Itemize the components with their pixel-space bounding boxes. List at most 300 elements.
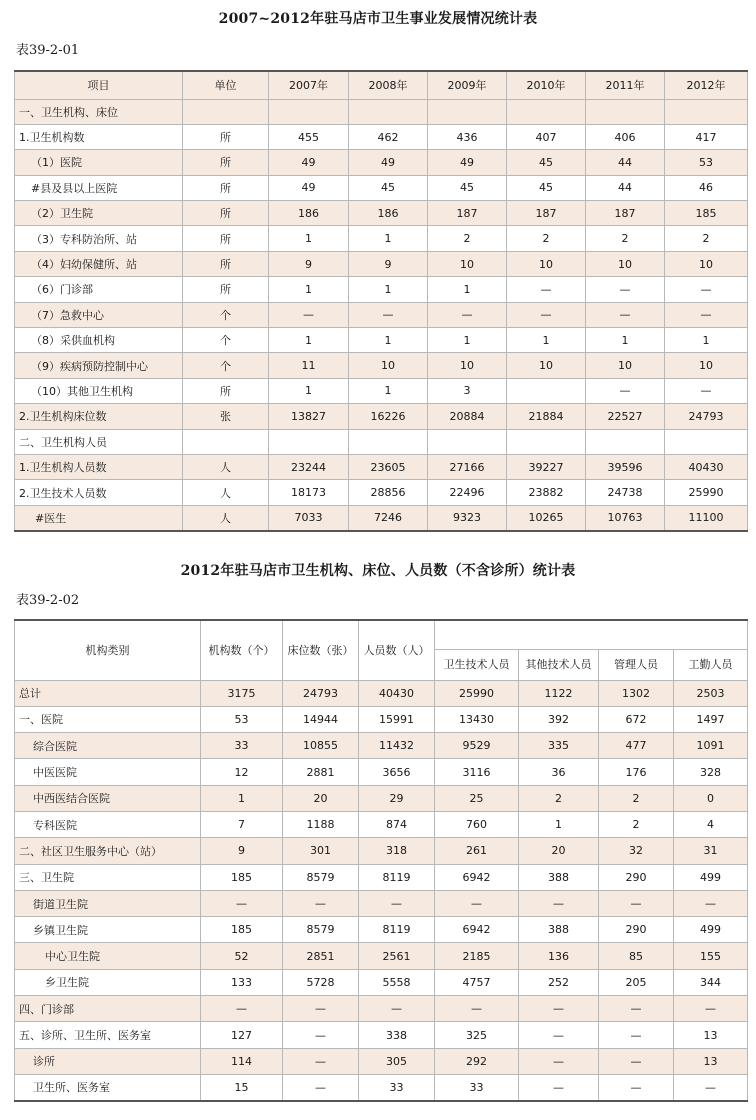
value-cell: 5558 bbox=[359, 969, 435, 995]
table-row bbox=[15, 759, 748, 785]
value-cell bbox=[428, 429, 507, 454]
value-cell bbox=[269, 429, 349, 454]
value-cell: 155 bbox=[674, 943, 748, 969]
value-cell: 11 bbox=[269, 353, 349, 378]
row-label: （7）急救中心 bbox=[15, 302, 183, 327]
table-row bbox=[15, 454, 748, 479]
value-cell: 33 bbox=[435, 1074, 519, 1100]
value-cell: 21884 bbox=[507, 404, 586, 429]
table-row bbox=[15, 378, 748, 403]
value-cell: — bbox=[665, 302, 748, 327]
value-cell: 24738 bbox=[586, 480, 665, 505]
row-label: 2.卫生技术人员数 bbox=[15, 480, 183, 505]
value-cell: 22496 bbox=[428, 480, 507, 505]
value-cell: 4 bbox=[674, 811, 748, 837]
value-cell: 2 bbox=[586, 226, 665, 251]
value-cell: — bbox=[665, 277, 748, 302]
value-cell: 45 bbox=[507, 150, 586, 175]
value-cell: 185 bbox=[201, 917, 283, 943]
value-cell: 325 bbox=[435, 1022, 519, 1048]
value-cell: 20884 bbox=[428, 404, 507, 429]
value-cell: 39227 bbox=[507, 454, 586, 479]
value-cell: 25990 bbox=[435, 680, 519, 706]
value-cell: 39596 bbox=[586, 454, 665, 479]
value-cell: — bbox=[349, 302, 428, 327]
value-cell bbox=[586, 429, 665, 454]
value-cell: 187 bbox=[428, 201, 507, 226]
value-cell: 40430 bbox=[359, 680, 435, 706]
unit-cell bbox=[183, 429, 269, 454]
value-cell: 33 bbox=[201, 733, 283, 759]
value-cell: 338 bbox=[359, 1022, 435, 1048]
table-row bbox=[15, 201, 748, 226]
column-header: 人员数（人） bbox=[359, 620, 435, 680]
value-cell: 6942 bbox=[435, 917, 519, 943]
row-label: 中心卫生院 bbox=[15, 943, 201, 969]
value-cell: 9 bbox=[201, 838, 283, 864]
table-header-row bbox=[15, 71, 748, 99]
value-cell: 15991 bbox=[359, 706, 435, 732]
row-label: 街道卫生院 bbox=[15, 890, 201, 916]
column-header: 其他技术人员 bbox=[519, 649, 599, 680]
row-label: 1.卫生机构数 bbox=[15, 124, 183, 149]
table-row bbox=[15, 996, 748, 1022]
value-cell: 6942 bbox=[435, 864, 519, 890]
value-cell: — bbox=[674, 996, 748, 1022]
column-header: 单位 bbox=[183, 71, 269, 99]
value-cell: 9529 bbox=[435, 733, 519, 759]
value-cell bbox=[428, 99, 507, 124]
value-cell: 2 bbox=[599, 785, 674, 811]
row-label: 二、社区卫生服务中心（站） bbox=[15, 838, 201, 864]
value-cell: 8119 bbox=[359, 864, 435, 890]
value-cell: — bbox=[519, 1074, 599, 1100]
value-cell: 328 bbox=[674, 759, 748, 785]
table-row bbox=[15, 328, 748, 353]
value-cell: 49 bbox=[349, 150, 428, 175]
value-cell: — bbox=[599, 890, 674, 916]
value-cell: 10 bbox=[665, 353, 748, 378]
value-cell: 40430 bbox=[665, 454, 748, 479]
value-cell: 1 bbox=[269, 277, 349, 302]
unit-cell: 所 bbox=[183, 226, 269, 251]
value-cell: 10 bbox=[586, 353, 665, 378]
value-cell: — bbox=[586, 378, 665, 403]
value-cell: 20 bbox=[519, 838, 599, 864]
value-cell: 85 bbox=[599, 943, 674, 969]
column-header-spacer bbox=[435, 620, 748, 649]
value-cell: 133 bbox=[201, 969, 283, 995]
value-cell: 1 bbox=[201, 785, 283, 811]
table1-title: 2007~2012年驻马店市卫生事业发展情况统计表 bbox=[218, 11, 538, 27]
value-cell bbox=[665, 429, 748, 454]
value-cell: 7033 bbox=[269, 505, 349, 530]
value-cell: 290 bbox=[599, 864, 674, 890]
value-cell: 388 bbox=[519, 864, 599, 890]
value-cell: 45 bbox=[428, 175, 507, 200]
value-cell: 10 bbox=[586, 251, 665, 276]
value-cell: 477 bbox=[599, 733, 674, 759]
value-cell: — bbox=[599, 1048, 674, 1074]
column-header: 2007年 bbox=[269, 71, 349, 99]
table-row bbox=[15, 353, 748, 378]
value-cell: 32 bbox=[599, 838, 674, 864]
value-cell: 187 bbox=[507, 201, 586, 226]
value-cell: 305 bbox=[359, 1048, 435, 1074]
value-cell: — bbox=[283, 1022, 359, 1048]
value-cell: 44 bbox=[586, 150, 665, 175]
value-cell: 7246 bbox=[349, 505, 428, 530]
value-cell: 136 bbox=[519, 943, 599, 969]
value-cell: 14944 bbox=[283, 706, 359, 732]
column-header: 2011年 bbox=[586, 71, 665, 99]
table-row bbox=[15, 680, 748, 706]
value-cell: 1 bbox=[349, 378, 428, 403]
value-cell: 455 bbox=[269, 124, 349, 149]
value-cell: — bbox=[519, 1048, 599, 1074]
value-cell: 186 bbox=[349, 201, 428, 226]
value-cell: 874 bbox=[359, 811, 435, 837]
table-row bbox=[15, 251, 748, 276]
value-cell: 1 bbox=[507, 328, 586, 353]
row-label: 综合医院 bbox=[15, 733, 201, 759]
value-cell: 1302 bbox=[599, 680, 674, 706]
unit-cell: 张 bbox=[183, 404, 269, 429]
value-cell: — bbox=[599, 996, 674, 1022]
value-cell: 1091 bbox=[674, 733, 748, 759]
value-cell: 8119 bbox=[359, 917, 435, 943]
value-cell: 13 bbox=[674, 1022, 748, 1048]
value-cell: — bbox=[519, 996, 599, 1022]
table-row bbox=[15, 99, 748, 124]
value-cell: 1122 bbox=[519, 680, 599, 706]
row-label: （9）疾病预防控制中心 bbox=[15, 353, 183, 378]
value-cell: 1188 bbox=[283, 811, 359, 837]
value-cell: 2 bbox=[428, 226, 507, 251]
value-cell: 25990 bbox=[665, 480, 748, 505]
value-cell: 3175 bbox=[201, 680, 283, 706]
row-label: 三、卫生院 bbox=[15, 864, 201, 890]
row-label: 一、卫生机构、床位 bbox=[15, 99, 183, 124]
value-cell: 1 bbox=[428, 328, 507, 353]
value-cell: — bbox=[665, 378, 748, 403]
value-cell: 49 bbox=[269, 175, 349, 200]
value-cell bbox=[507, 429, 586, 454]
row-label: （6）门诊部 bbox=[15, 277, 183, 302]
value-cell: 2 bbox=[519, 785, 599, 811]
value-cell: 2 bbox=[507, 226, 586, 251]
unit-cell bbox=[183, 99, 269, 124]
value-cell: 406 bbox=[586, 124, 665, 149]
value-cell bbox=[665, 99, 748, 124]
unit-cell: 人 bbox=[183, 454, 269, 479]
health-development-table bbox=[14, 70, 748, 532]
value-cell: 49 bbox=[269, 150, 349, 175]
value-cell: 18173 bbox=[269, 480, 349, 505]
table2-title: 2012年驻马店市卫生机构、床位、人员数（不含诊所）统计表 bbox=[180, 563, 576, 579]
value-cell: 185 bbox=[665, 201, 748, 226]
row-label: （1）医院 bbox=[15, 150, 183, 175]
value-cell: — bbox=[428, 302, 507, 327]
value-cell bbox=[349, 429, 428, 454]
value-cell: 4757 bbox=[435, 969, 519, 995]
value-cell: 13430 bbox=[435, 706, 519, 732]
value-cell: 3116 bbox=[435, 759, 519, 785]
value-cell: 127 bbox=[201, 1022, 283, 1048]
value-cell: — bbox=[599, 1022, 674, 1048]
value-cell: 53 bbox=[201, 706, 283, 732]
value-cell: — bbox=[519, 1022, 599, 1048]
column-header: 2012年 bbox=[665, 71, 748, 99]
column-header: 2008年 bbox=[349, 71, 428, 99]
value-cell: 28856 bbox=[349, 480, 428, 505]
unit-cell: 个 bbox=[183, 353, 269, 378]
value-cell: 2851 bbox=[283, 943, 359, 969]
value-cell: 1497 bbox=[674, 706, 748, 732]
column-header: 2009年 bbox=[428, 71, 507, 99]
row-label: 1.卫生机构人员数 bbox=[15, 454, 183, 479]
value-cell: 13 bbox=[674, 1048, 748, 1074]
column-header: 床位数（张） bbox=[283, 620, 359, 680]
table-row bbox=[15, 811, 748, 837]
value-cell: 53 bbox=[665, 150, 748, 175]
table-row bbox=[15, 943, 748, 969]
value-cell: — bbox=[269, 302, 349, 327]
value-cell: — bbox=[674, 890, 748, 916]
value-cell: 23244 bbox=[269, 454, 349, 479]
unit-cell: 所 bbox=[183, 277, 269, 302]
value-cell: 2881 bbox=[283, 759, 359, 785]
row-label: #医生 bbox=[15, 505, 183, 530]
value-cell: — bbox=[599, 1074, 674, 1100]
value-cell: 7 bbox=[201, 811, 283, 837]
value-cell: — bbox=[519, 890, 599, 916]
row-label: 乡卫生院 bbox=[15, 969, 201, 995]
row-label: 专科医院 bbox=[15, 811, 201, 837]
column-header: 卫生技术人员 bbox=[435, 649, 519, 680]
value-cell: 33 bbox=[359, 1074, 435, 1100]
value-cell: 499 bbox=[674, 864, 748, 890]
value-cell bbox=[507, 99, 586, 124]
value-cell: 11432 bbox=[359, 733, 435, 759]
value-cell: 10 bbox=[428, 251, 507, 276]
value-cell: 760 bbox=[435, 811, 519, 837]
unit-cell: 所 bbox=[183, 150, 269, 175]
value-cell: 9 bbox=[349, 251, 428, 276]
row-label: （3）专科防治所、站 bbox=[15, 226, 183, 251]
table-row bbox=[15, 124, 748, 149]
row-label: 诊所 bbox=[15, 1048, 201, 1074]
value-cell: 187 bbox=[586, 201, 665, 226]
value-cell: 0 bbox=[674, 785, 748, 811]
row-label: （2）卫生院 bbox=[15, 201, 183, 226]
value-cell: 114 bbox=[201, 1048, 283, 1074]
value-cell: 44 bbox=[586, 175, 665, 200]
table-row bbox=[15, 838, 748, 864]
value-cell: 672 bbox=[599, 706, 674, 732]
column-header: 项目 bbox=[15, 71, 183, 99]
table-header-row bbox=[15, 620, 748, 649]
value-cell: 24793 bbox=[283, 680, 359, 706]
value-cell: 205 bbox=[599, 969, 674, 995]
row-label: （10）其他卫生机构 bbox=[15, 378, 183, 403]
value-cell: 8579 bbox=[283, 917, 359, 943]
value-cell: 407 bbox=[507, 124, 586, 149]
value-cell: 186 bbox=[269, 201, 349, 226]
value-cell: 1 bbox=[349, 226, 428, 251]
unit-cell: 所 bbox=[183, 251, 269, 276]
table-row bbox=[15, 429, 748, 454]
value-cell: 1 bbox=[269, 226, 349, 251]
value-cell: 29 bbox=[359, 785, 435, 811]
table-row bbox=[15, 864, 748, 890]
value-cell: 417 bbox=[665, 124, 748, 149]
value-cell: 10265 bbox=[507, 505, 586, 530]
value-cell: 49 bbox=[428, 150, 507, 175]
row-label: 乡镇卫生院 bbox=[15, 917, 201, 943]
column-header: 2010年 bbox=[507, 71, 586, 99]
unit-cell: 所 bbox=[183, 201, 269, 226]
value-cell: 2561 bbox=[359, 943, 435, 969]
value-cell: 10763 bbox=[586, 505, 665, 530]
value-cell: 45 bbox=[349, 175, 428, 200]
value-cell: 10855 bbox=[283, 733, 359, 759]
table-row bbox=[15, 277, 748, 302]
row-label: （4）妇幼保健所、站 bbox=[15, 251, 183, 276]
table2-number: 表39-2-02 bbox=[16, 593, 80, 608]
column-header: 管理人员 bbox=[599, 649, 674, 680]
value-cell: 252 bbox=[519, 969, 599, 995]
row-label: #县及县以上医院 bbox=[15, 175, 183, 200]
value-cell: 1 bbox=[586, 328, 665, 353]
table-row bbox=[15, 150, 748, 175]
table-row bbox=[15, 226, 748, 251]
value-cell: — bbox=[586, 277, 665, 302]
value-cell: 10 bbox=[507, 353, 586, 378]
table-row bbox=[15, 917, 748, 943]
value-cell: 499 bbox=[674, 917, 748, 943]
row-label: （8）采供血机构 bbox=[15, 328, 183, 353]
table-row bbox=[15, 302, 748, 327]
value-cell: 13827 bbox=[269, 404, 349, 429]
value-cell: 1 bbox=[349, 277, 428, 302]
row-label: 四、门诊部 bbox=[15, 996, 201, 1022]
column-header: 机构数（个） bbox=[201, 620, 283, 680]
value-cell: 318 bbox=[359, 838, 435, 864]
value-cell: — bbox=[674, 1074, 748, 1100]
value-cell: 10 bbox=[665, 251, 748, 276]
value-cell bbox=[507, 378, 586, 403]
unit-cell: 人 bbox=[183, 480, 269, 505]
value-cell: 27166 bbox=[428, 454, 507, 479]
value-cell: 1 bbox=[519, 811, 599, 837]
unit-cell: 所 bbox=[183, 124, 269, 149]
value-cell: 335 bbox=[519, 733, 599, 759]
table-row bbox=[15, 480, 748, 505]
value-cell: 176 bbox=[599, 759, 674, 785]
value-cell: 10 bbox=[349, 353, 428, 378]
value-cell: — bbox=[201, 996, 283, 1022]
value-cell: 292 bbox=[435, 1048, 519, 1074]
value-cell: — bbox=[283, 1048, 359, 1074]
value-cell: — bbox=[283, 890, 359, 916]
column-header: 机构类别 bbox=[15, 620, 201, 680]
value-cell: 10 bbox=[428, 353, 507, 378]
value-cell: — bbox=[283, 1074, 359, 1100]
table1-number: 表39-2-01 bbox=[16, 43, 80, 58]
unit-cell: 所 bbox=[183, 378, 269, 403]
column-header: 工勤人员 bbox=[674, 649, 748, 680]
unit-cell: 个 bbox=[183, 302, 269, 327]
value-cell: 22527 bbox=[586, 404, 665, 429]
table-row bbox=[15, 175, 748, 200]
unit-cell: 个 bbox=[183, 328, 269, 353]
table-row bbox=[15, 1022, 748, 1048]
value-cell: 23605 bbox=[349, 454, 428, 479]
value-cell: 15 bbox=[201, 1074, 283, 1100]
value-cell: — bbox=[435, 890, 519, 916]
value-cell: 301 bbox=[283, 838, 359, 864]
table-row bbox=[15, 404, 748, 429]
value-cell: 290 bbox=[599, 917, 674, 943]
value-cell: 344 bbox=[674, 969, 748, 995]
table-row bbox=[15, 1074, 748, 1100]
value-cell: — bbox=[435, 996, 519, 1022]
value-cell: 2 bbox=[599, 811, 674, 837]
value-cell: 11100 bbox=[665, 505, 748, 530]
value-cell: 185 bbox=[201, 864, 283, 890]
value-cell: 2185 bbox=[435, 943, 519, 969]
value-cell: 1 bbox=[269, 328, 349, 353]
value-cell: — bbox=[359, 890, 435, 916]
value-cell: 10 bbox=[507, 251, 586, 276]
value-cell: 3 bbox=[428, 378, 507, 403]
value-cell: 5728 bbox=[283, 969, 359, 995]
institutions-beds-staff-table bbox=[14, 619, 748, 1102]
value-cell: 462 bbox=[349, 124, 428, 149]
value-cell: 23882 bbox=[507, 480, 586, 505]
value-cell: 36 bbox=[519, 759, 599, 785]
value-cell: 24793 bbox=[665, 404, 748, 429]
table-row bbox=[15, 733, 748, 759]
table-row bbox=[15, 890, 748, 916]
value-cell: 1 bbox=[269, 378, 349, 403]
value-cell: 1 bbox=[349, 328, 428, 353]
value-cell: 31 bbox=[674, 838, 748, 864]
table-row bbox=[15, 785, 748, 811]
value-cell: 46 bbox=[665, 175, 748, 200]
row-label: 五、诊所、卫生所、医务室 bbox=[15, 1022, 201, 1048]
value-cell: 436 bbox=[428, 124, 507, 149]
value-cell: 2 bbox=[665, 226, 748, 251]
value-cell: 52 bbox=[201, 943, 283, 969]
value-cell bbox=[349, 99, 428, 124]
value-cell: — bbox=[507, 277, 586, 302]
value-cell: 8579 bbox=[283, 864, 359, 890]
table-row bbox=[15, 505, 748, 530]
row-label: 一、医院 bbox=[15, 706, 201, 732]
row-label: 中西医结合医院 bbox=[15, 785, 201, 811]
value-cell: 9 bbox=[269, 251, 349, 276]
value-cell: 261 bbox=[435, 838, 519, 864]
value-cell: 392 bbox=[519, 706, 599, 732]
value-cell: 25 bbox=[435, 785, 519, 811]
value-cell: — bbox=[507, 302, 586, 327]
value-cell bbox=[586, 99, 665, 124]
table-row bbox=[15, 706, 748, 732]
row-label: 卫生所、医务室 bbox=[15, 1074, 201, 1100]
row-label: 2.卫生机构床位数 bbox=[15, 404, 183, 429]
